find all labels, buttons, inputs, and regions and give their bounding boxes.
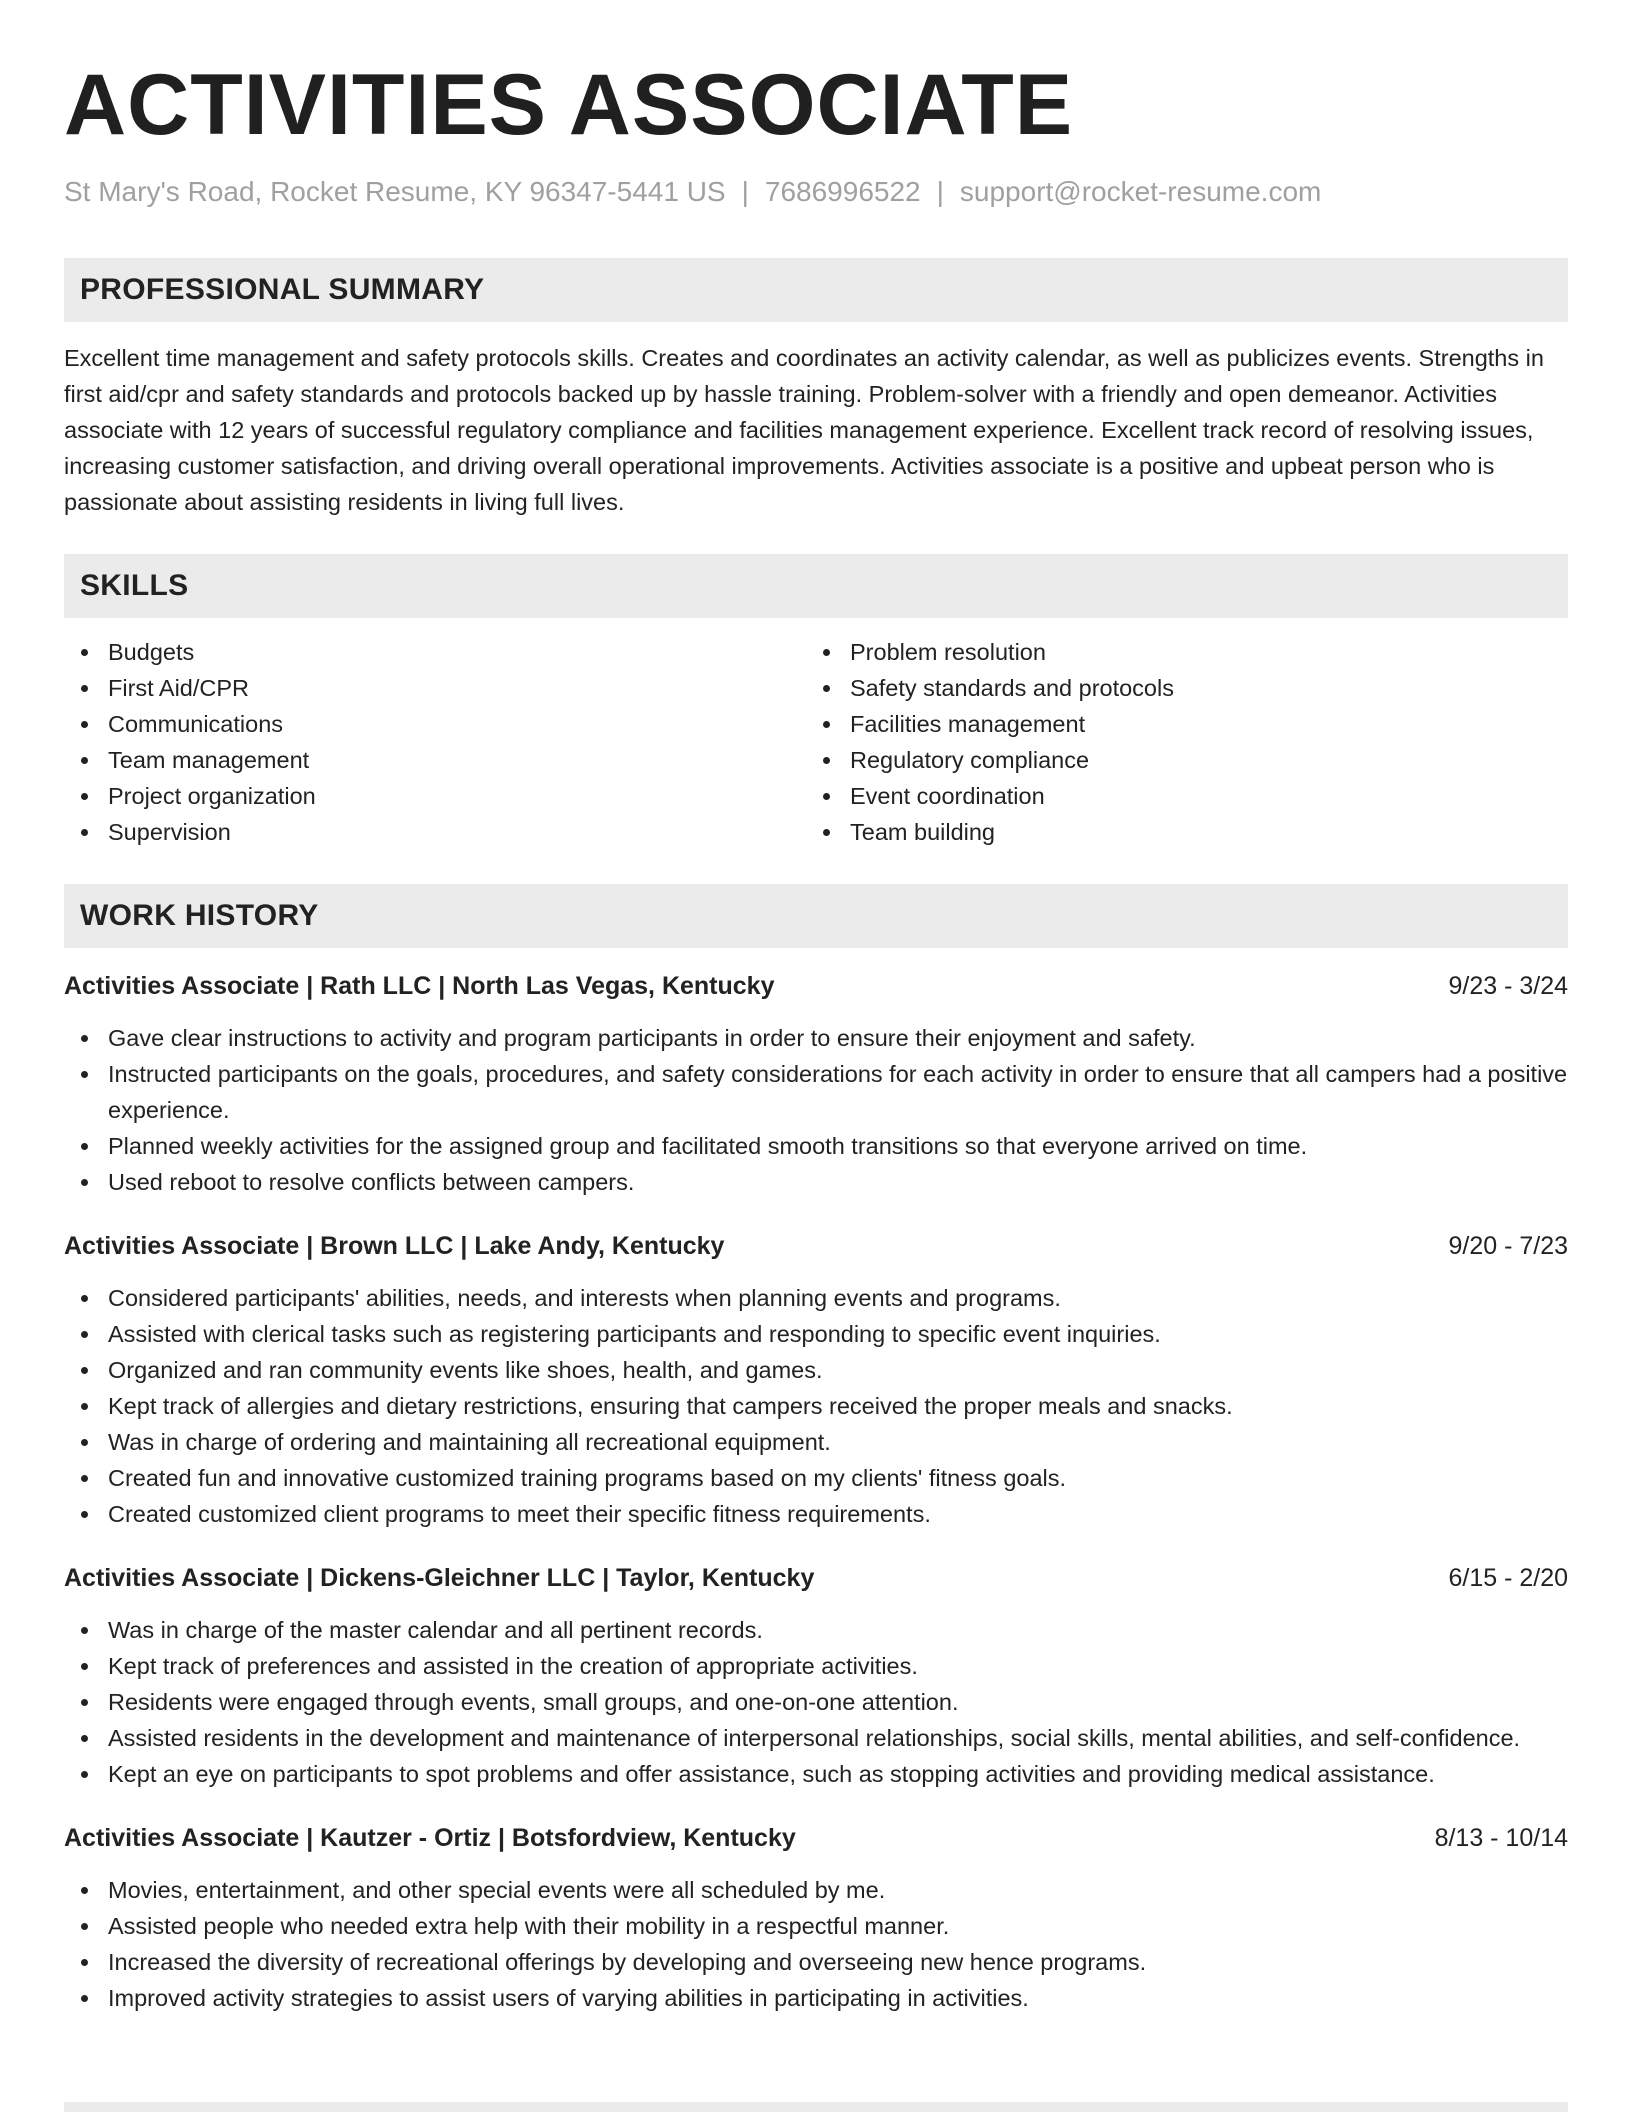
- job-bullet: Created fun and innovative customized training programs based on my clients' fitness goals.: [64, 1460, 1568, 1496]
- job-bullet: Increased the diversity of recreational offerings by developing and overseeing new hence programs.: [64, 1944, 1568, 1980]
- job-bullet: Movies, entertainment, and other special events were all scheduled by me.: [64, 1872, 1568, 1908]
- job-bullets: [64, 1872, 1568, 2016]
- job-bullet: Improved activity strategies to assist users of varying abilities in participating in activities.: [64, 1980, 1568, 2016]
- job-header: [64, 1820, 1568, 1856]
- skill-item: Team management: [64, 742, 806, 778]
- job-bullet: Kept an eye on participants to spot problems and offer assistance, such as stopping activities and providing medical assistance.: [64, 1756, 1568, 1792]
- job-header: [64, 1228, 1568, 1264]
- job-bullet: Assisted residents in the development and maintenance of interpersonal relationships, social skills, mental abilities, and self-confidence.: [64, 1720, 1568, 1756]
- skill-item: Event coordination: [806, 778, 1548, 814]
- skill-item: Safety standards and protocols: [806, 670, 1548, 706]
- summary-text: Excellent time management and safety protocols skills. Creates and coordinates an activity calendar, as well as publicizes events. Strengths in first aid/cpr and safety standards and protocols backed up by hassle training. Problem-solver with a friendly and open demeanor. Activities associate with 12 years of successful regulatory compliance and facilities management experience. Excellent track record of resolving issues, increasing customer satisfaction, and driving overall operational improvements. Activities associate is a positive and upbeat person who is passionate about assisting residents in living full lives.: [64, 345, 1544, 515]
- resume-name: ACTIVITIES ASSOCIATE: [64, 57, 1074, 153]
- job-title: Activities Associate | Rath LLC | North Las Vegas, Kentucky: [64, 972, 775, 1000]
- skills-heading: SKILLS: [64, 554, 1568, 618]
- job-title: Activities Associate | Kautzer - Ortiz | Botsfordview, Kentucky: [64, 1824, 796, 1852]
- skill-item: Regulatory compliance: [806, 742, 1548, 778]
- skills-list: [64, 634, 1568, 850]
- skill-item: Facilities management: [806, 706, 1548, 742]
- skill-item: Communications: [64, 706, 806, 742]
- skill-item: Budgets: [64, 634, 806, 670]
- job-bullet: Kept track of preferences and assisted in the creation of appropriate activities.: [64, 1648, 1568, 1684]
- skills-column-left: [64, 634, 806, 850]
- job-bullet: Assisted with clerical tasks such as registering participants and responding to specific event inquiries.: [64, 1316, 1568, 1352]
- job-bullet: Was in charge of the master calendar and all pertinent records.: [64, 1612, 1568, 1648]
- job-header: [64, 968, 1568, 1004]
- next-section-bar: [64, 2102, 1568, 2112]
- contact-email: support@rocket-resume.com: [959, 176, 1322, 207]
- job-bullet: Instructed participants on the goals, procedures, and safety considerations for each activity in order to ensure that all campers had a positive experience.: [64, 1056, 1568, 1128]
- job-bullet: Used reboot to resolve conflicts between campers.: [64, 1164, 1568, 1200]
- job-dates: 8/13 - 10/14: [1434, 1824, 1568, 1852]
- job-entry: [64, 1560, 1568, 1792]
- skill-item: Problem resolution: [806, 634, 1548, 670]
- job-entry: [64, 1228, 1568, 1532]
- job-dates: 6/15 - 2/20: [1448, 1564, 1568, 1592]
- skills-column-right: [806, 634, 1548, 850]
- summary-heading: PROFESSIONAL SUMMARY: [64, 258, 1568, 322]
- work-history-heading: WORK HISTORY: [64, 884, 1568, 948]
- job-bullet: Was in charge of ordering and maintaining all recreational equipment.: [64, 1424, 1568, 1460]
- job-bullet: Created customized client programs to meet their specific fitness requirements.: [64, 1496, 1568, 1532]
- skill-item: First Aid/CPR: [64, 670, 806, 706]
- job-bullet: Residents were engaged through events, small groups, and one-on-one attention.: [64, 1684, 1568, 1720]
- skill-item: Team building: [806, 814, 1548, 850]
- job-bullet: Considered participants' abilities, needs, and interests when planning events and programs.: [64, 1280, 1568, 1316]
- job-bullet: Assisted people who needed extra help with their mobility in a respectful manner.: [64, 1908, 1568, 1944]
- job-bullets: [64, 1612, 1568, 1792]
- job-bullet: Gave clear instructions to activity and program participants in order to ensure their enjoyment and safety.: [64, 1020, 1568, 1056]
- skill-item: Project organization: [64, 778, 806, 814]
- job-header: [64, 1560, 1568, 1596]
- job-entry: [64, 1820, 1568, 2016]
- job-title: Activities Associate | Dickens-Gleichner LLC | Taylor, Kentucky: [64, 1564, 815, 1592]
- job-entry: [64, 968, 1568, 1200]
- contact-address: St Mary's Road, Rocket Resume, KY 96347-5441 US: [64, 176, 726, 207]
- contact-line: [64, 176, 1568, 208]
- job-bullets: [64, 1280, 1568, 1532]
- contact-phone: 7686996522: [764, 176, 921, 207]
- job-bullet: Organized and ran community events like shoes, health, and games.: [64, 1352, 1568, 1388]
- job-bullet: Kept track of allergies and dietary restrictions, ensuring that campers received the proper meals and snacks.: [64, 1388, 1568, 1424]
- job-bullets: [64, 1020, 1568, 1200]
- contact-separator: |: [936, 176, 944, 207]
- job-title: Activities Associate | Brown LLC | Lake Andy, Kentucky: [64, 1232, 725, 1260]
- job-dates: 9/23 - 3/24: [1448, 972, 1568, 1000]
- contact-separator: |: [741, 176, 749, 207]
- skill-item: Supervision: [64, 814, 806, 850]
- job-bullet: Planned weekly activities for the assigned group and facilitated smooth transitions so that everyone arrived on time.: [64, 1128, 1568, 1164]
- job-dates: 9/20 - 7/23: [1448, 1232, 1568, 1260]
